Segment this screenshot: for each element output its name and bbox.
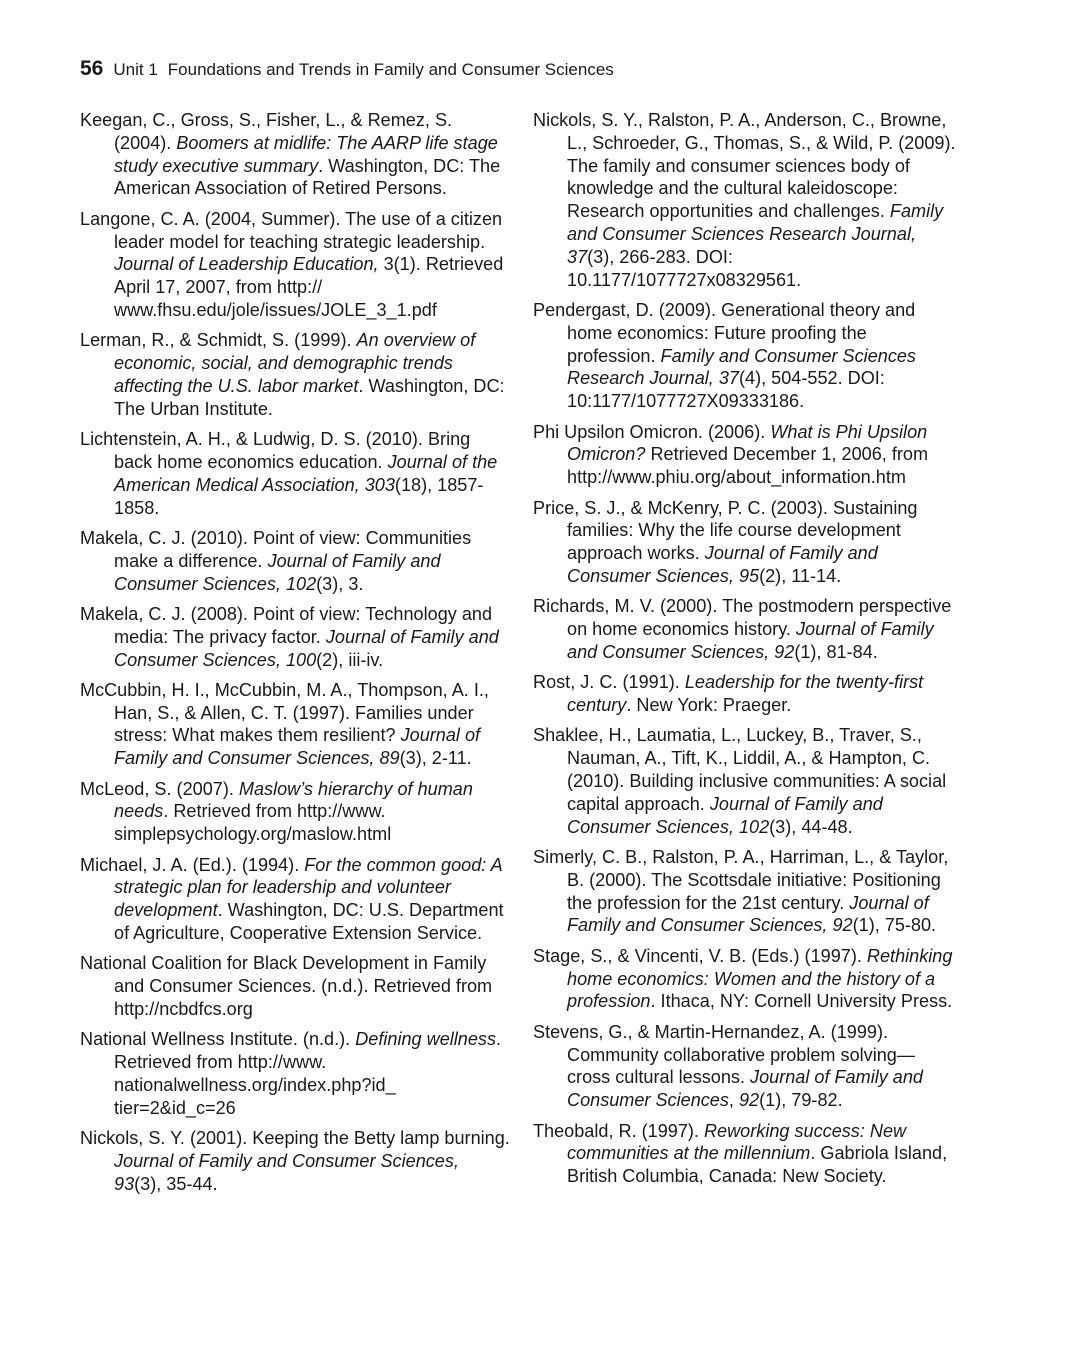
references-column-left	[80, 109, 510, 1203]
reference-entry	[533, 1120, 959, 1188]
reference-text: Pendergast, D. (2009). Generational theory and home economics: Future proofing the profession.	[533, 299, 916, 366]
reference-text: Langone, C. A. (2004, Summer). The use of a citizen leader model for teaching strategic leadership.	[80, 208, 503, 252]
reference-entry	[533, 846, 959, 937]
reference-text: (3), 44-48.	[769, 816, 853, 837]
reference-text: Stevens, G., & Martin-Hernandez, A. (1999). Community collaborative problem solving— cross cultural lessons.	[533, 1021, 915, 1088]
reference-entry	[533, 1021, 959, 1112]
reference-italic-text: 92	[738, 1090, 760, 1111]
reference-text: (3), 266-283. DOI: 10.1177/1077727x08329561.	[567, 246, 802, 290]
reference-italic-text: Journal of Family and Consumer Sciences, 92	[567, 892, 929, 936]
reference-italic-text: An overview of economic, social, and demographic trends affecting the U.S. labor market	[114, 330, 476, 396]
reference-entry	[80, 1127, 510, 1195]
reference-entry	[80, 603, 510, 671]
reference-italic-text: Journal of Leadership Education,	[114, 254, 379, 275]
reference-entry	[80, 527, 510, 595]
reference-text: (18), 1857-1858.	[114, 474, 484, 518]
reference-text: Nickols, S. Y., Ralston, P. A., Anderson, C., Browne, L., Schroeder, G., Thomas, S., & Wild, P. (2009). The family and consumer sciences body of knowledge and the cultural kaleidoscope: Research opportunities and challenges.	[533, 110, 956, 222]
reference-entry	[80, 208, 510, 322]
reference-italic-text: Journal of Family and Consumer Sciences, 95	[567, 543, 878, 586]
reference-text: (1), 79-82.	[759, 1090, 843, 1111]
reference-italic-text: Boomers at midlife: The AARP life stage study executive summary	[114, 132, 498, 176]
reference-text: National Wellness Institute. (n.d.).	[80, 1029, 356, 1050]
reference-italic-text: Journal of Family and Consumer Sciences, 89	[114, 725, 481, 769]
reference-text: . Washington, DC: The Urban Institute.	[114, 375, 505, 419]
reference-text: . Ithaca, NY: Cornell University Press.	[650, 991, 953, 1012]
reference-entry	[533, 109, 959, 291]
reference-text: (3), 35-44.	[134, 1173, 218, 1194]
reference-text: Makela, C. J. (2010). Point of view: Communities make a difference.	[80, 527, 472, 571]
reference-text: . Gabriola Island, British Columbia, Canada: New Society.	[567, 1143, 948, 1187]
reference-italic-text: Defining wellness	[355, 1029, 497, 1050]
reference-text: (1), 81-84.	[794, 641, 878, 662]
reference-italic-text: Family and Consumer Sciences Research Journal, 37	[567, 201, 944, 267]
reference-text: ,	[728, 1090, 739, 1111]
reference-italic-text: Maslow’s hierarchy of human needs	[114, 778, 473, 822]
reference-text: Makela, C. J. (2008). Point of view: Technology and media: The privacy factor.	[80, 603, 493, 647]
reference-text: Retrieved December 1, 2006, from http://www.phiu.org/about_information.htm	[567, 444, 929, 488]
reference-text: Lichtenstein, A. H., & Ludwig, D. S. (2010). Bring back home economics education.	[80, 429, 471, 472]
running-header	[80, 56, 614, 83]
reference-text: Lerman, R., & Schmidt, S. (1999).	[80, 330, 357, 351]
reference-entry	[80, 778, 510, 846]
reference-italic-text: Journal of Family and Consumer Sciences	[567, 1067, 923, 1111]
reference-text: (1), 75-80.	[852, 915, 937, 936]
page-number: 56	[80, 57, 104, 80]
reference-italic-text: Leadership for the twenty-first century	[567, 672, 924, 716]
chapter-title: Foundations and Trends in Family and Consumer Sciences	[167, 60, 614, 79]
reference-entry	[80, 428, 510, 519]
reference-text: Keegan, C., Gross, S., Fisher, L., & Remez, S. (2004).	[80, 110, 453, 153]
reference-text: Shaklee, H., Laumatia, L., Luckey, B., Traver, S., Nauman, A., Tift, K., Liddil, A., & Hampton, C. (2010). Building inclusive communities: A social capital approach.	[533, 725, 947, 814]
reference-text: Stage, S., & Vincenti, V. B. (Eds.) (1997).	[533, 945, 867, 966]
reference-text: . Retrieved from http://www. simplepsychology.org/maslow.html	[114, 801, 392, 845]
reference-text: . Washington, DC: U.S. Department of Agriculture, Cooperative Extension Service.	[114, 900, 504, 944]
reference-text: McLeod, S. (2007).	[80, 778, 239, 799]
reference-entry	[80, 1028, 510, 1119]
unit-label: Unit 1	[113, 60, 158, 79]
reference-text: . New York: Praeger.	[626, 695, 792, 716]
reference-entry	[80, 679, 510, 770]
reference-text: (3), 3.	[316, 573, 364, 594]
reference-text: Theobald, R. (1997).	[533, 1120, 704, 1141]
reference-italic-text: For the common good: A strategic plan for leadership and volunteer development	[114, 854, 503, 921]
reference-italic-text: Journal of Family and Consumer Sciences, 93	[114, 1151, 459, 1194]
reference-entry	[533, 595, 959, 663]
reference-text: Price, S. J., & McKenry, P. C. (2003). Sustaining families: Why the life course development approach works.	[533, 497, 918, 564]
reference-text: . Washington, DC: The American Association of Retired Persons.	[114, 155, 501, 199]
reference-text: McCubbin, H. I., McCubbin, M. A., Thompson, A. I., Han, S., & Allen, C. T. (1997). Families under stress: What makes them resilient?	[80, 679, 489, 746]
reference-text: Simerly, C. B., Ralston, P. A., Harriman, L., & Taylor, B. (2000). The Scottsdale initiative: Positioning the profession for the 21st century.	[533, 847, 949, 913]
reference-italic-text: Journal of Family and Consumer Sciences, 102	[114, 550, 441, 594]
reference-entry	[533, 421, 959, 489]
reference-italic-text: Journal of Family and Consumer Sciences, 102	[567, 793, 883, 837]
reference-italic-text: Journal of Family and Consumer Sciences, 100	[114, 626, 499, 670]
reference-entry	[80, 854, 510, 945]
reference-entry	[533, 671, 959, 717]
reference-italic-text: Family and Consumer Sciences Research Journal, 37	[567, 345, 916, 389]
reference-italic-text: What is Phi Upsilon Omicron?	[567, 421, 928, 465]
reference-italic-text: Journal of Family and Consumer Sciences, 92	[567, 619, 934, 662]
reference-entry	[533, 724, 959, 838]
reference-text: (3), 2-11.	[399, 748, 472, 769]
reference-text: (4), 504-552. DOI: 10:1177/1077727X09333186.	[567, 368, 885, 412]
reference-entry	[80, 329, 510, 420]
reference-entry	[80, 952, 510, 1020]
reference-text: (2), iii-iv.	[316, 649, 384, 670]
reference-entry	[533, 299, 959, 413]
reference-italic-text: Journal of the American Medical Association, 303	[114, 451, 498, 495]
reference-text: Richards, M. V. (2000). The postmodern perspective on home economics history.	[533, 596, 952, 640]
references-column-right	[533, 109, 959, 1196]
reference-entry	[533, 497, 959, 588]
reference-entry	[533, 945, 959, 1013]
reference-text: Nickols, S. Y. (2001). Keeping the Betty lamp burning.	[80, 1128, 510, 1149]
reference-text: National Coalition for Black Development in Family and Consumer Sciences. (n.d.). Retrieved from http://ncbdfcs.org	[80, 953, 493, 1020]
reference-text: . Retrieved from http://www. nationalwellness.org/index.php?id_ tier=2&id_c=26	[114, 1029, 502, 1118]
reference-entry	[80, 109, 510, 200]
reference-italic-text: Reworking success: New communities at the millennium	[567, 1120, 907, 1164]
reference-text: Rost, J. C. (1991).	[533, 672, 685, 693]
reference-text: 3(1). Retrieved April 17, 2007, from http:// www.fhsu.edu/jole/issues/JOLE_3_1.pdf	[114, 254, 504, 320]
reference-text: (2), 11-14.	[759, 565, 842, 586]
reference-italic-text: Rethinking home economics: Women and the history of a profession	[567, 945, 953, 1012]
reference-text: Michael, J. A. (Ed.). (1994).	[80, 854, 305, 875]
reference-text: Phi Upsilon Omicron. (2006).	[533, 421, 771, 442]
